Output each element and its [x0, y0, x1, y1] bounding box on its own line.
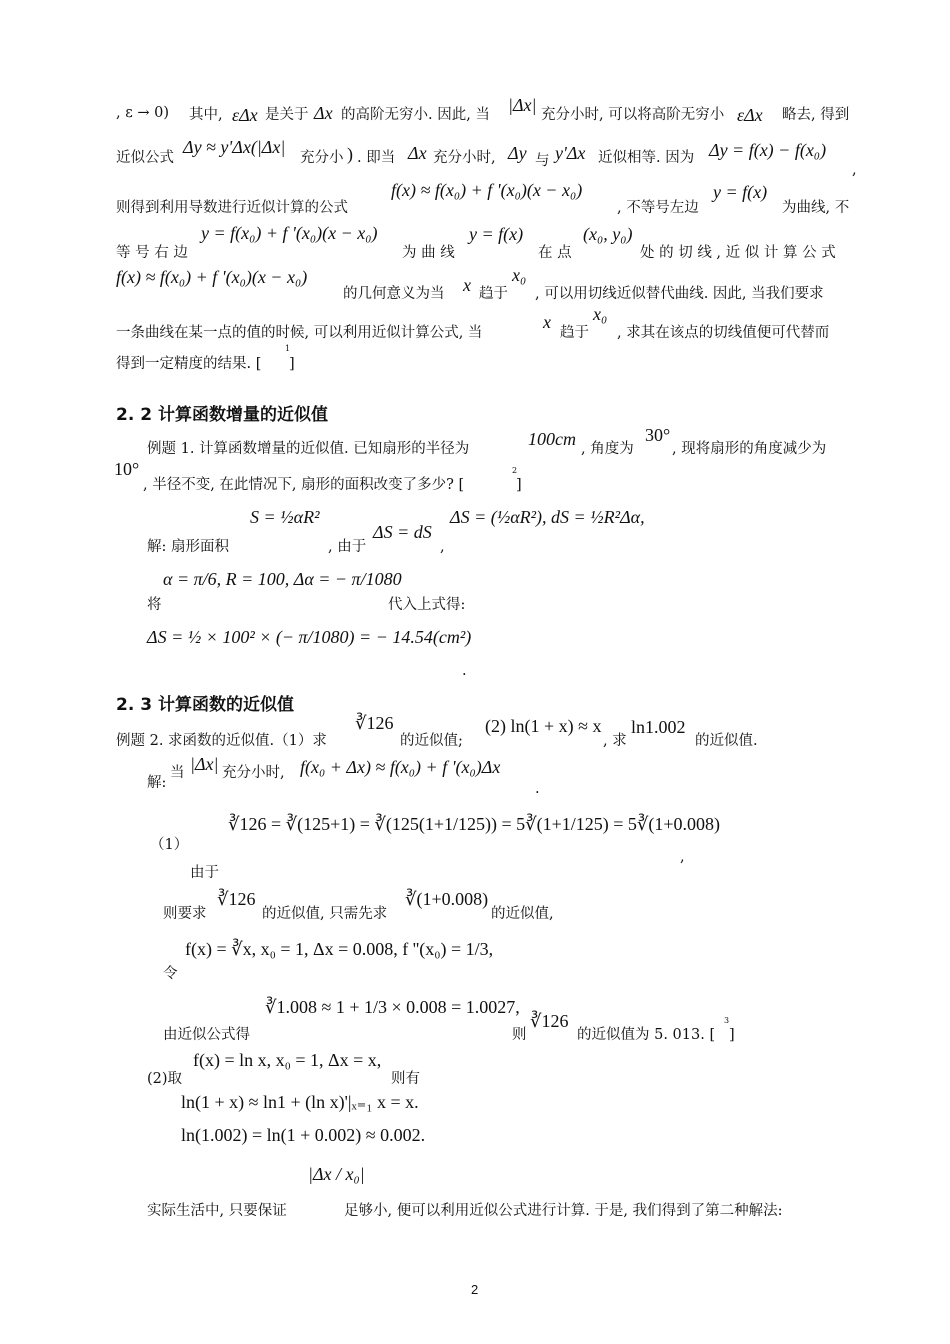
math: Δx	[314, 103, 333, 123]
text: , 现将扇形的角度减少为	[672, 441, 827, 457]
text: 趋于	[560, 325, 589, 341]
citation: 1	[285, 344, 291, 353]
math: (x₀, y₀)	[583, 224, 633, 244]
text: 等 号 右 边	[116, 245, 188, 261]
text: 一条曲线在某一点的值的时候, 可以利用近似计算公式, 当	[116, 325, 483, 341]
text: 则得到利用导数进行近似计算的公式	[116, 200, 348, 216]
math: y'Δx	[555, 143, 586, 163]
math: )	[347, 144, 353, 164]
math: 100cm	[528, 429, 576, 449]
text: 在 点	[538, 245, 572, 261]
math: f(x) ≈ f(x₀) + f '(x₀)(x − x₀)	[391, 180, 583, 200]
text: 是关于	[265, 107, 309, 123]
text: 将	[147, 597, 162, 613]
text: , 半径不变, 在此情况下, 扇形的面积改变了多少? [	[143, 477, 465, 493]
math: εΔx	[232, 105, 258, 125]
math: Δy ≈ y'Δx(|Δx|	[183, 137, 286, 157]
text: 的几何意义为当	[343, 286, 445, 302]
math: |Δx|	[508, 95, 537, 115]
math: ln(1 + x) ≈ ln1 + (ln x)'|ₓ₌₁ x = x.	[181, 1092, 419, 1112]
text: 的近似值, 只需先求	[262, 906, 388, 922]
text: 足够小, 便可以利用近似公式进行计算. 于是, 我们得到了第二种解法:	[344, 1203, 783, 1219]
text: , 求其在该点的切线值便可代替而	[617, 325, 830, 341]
text: 由近似公式得	[163, 1027, 250, 1043]
math: ln(1.002) = ln(1 + 0.002) ≈ 0.002.	[181, 1125, 426, 1145]
math: α = π/6, R = 100, Δα = − π/1080	[163, 569, 402, 589]
text: 充分小	[300, 150, 344, 166]
math: ∛126 = ∛(125+1) = ∛(125(1+1/125)) = 5∛(1+1/125) = 5∛(1+0.008)	[228, 814, 721, 834]
math: ∛126	[530, 1011, 569, 1031]
text: 当	[170, 765, 185, 781]
text: 实际生活中, 只要保证	[147, 1203, 287, 1219]
text: .	[462, 663, 467, 679]
text: 处 的 切 线 , 近 似 计 算 公 式	[640, 245, 836, 261]
math: S = ½αR²	[250, 507, 320, 527]
text: 令	[163, 966, 178, 982]
text: 的近似值为 5. 013. [	[577, 1027, 716, 1043]
math: Δy = f(x) − f(x₀)	[709, 140, 827, 160]
math: ΔS = ½ × 100² × (− π/1080) = − 14.54(cm²)	[147, 627, 472, 647]
math: |Δx / x₀|	[308, 1164, 365, 1184]
text: ]	[289, 356, 295, 372]
math: y = f(x)	[713, 182, 768, 202]
text: 的近似值;	[400, 733, 463, 749]
citation: 2	[512, 466, 518, 475]
text: 代入上式得:	[388, 597, 466, 613]
text: 则有	[391, 1071, 420, 1087]
math: f(x) = ln x, x₀ = 1, Δx = x,	[193, 1050, 382, 1070]
math: Δx	[408, 143, 427, 163]
section-heading: 2. 2 计算函数增量的近似值	[116, 405, 328, 425]
math: ∛126	[217, 889, 256, 909]
text: 趋于	[479, 286, 508, 302]
text: 的高阶无穷小. 因此, 当	[341, 107, 490, 123]
text: 则要求	[163, 906, 207, 922]
math: 10°	[114, 459, 140, 479]
math: f(x) ≈ f(x₀) + f '(x₀)(x − x₀)	[116, 267, 308, 287]
math: |Δx|	[190, 754, 219, 774]
text: （1）	[150, 837, 189, 853]
text: ]	[729, 1027, 735, 1043]
text: 充分小时,	[222, 765, 285, 781]
math: ∛1.008 ≈ 1 + 1/3 × 0.008 = 1.0027,	[265, 997, 520, 1017]
math: ∛(1+0.008)	[405, 889, 489, 909]
text: 近似相等. 因为	[598, 150, 695, 166]
text: , 不等号左边	[617, 200, 699, 216]
math: ln1.002	[631, 717, 686, 737]
text: , 可以用切线近似替代曲线. 因此, 当我们要求	[535, 286, 824, 302]
text: 例题 1. 计算函数增量的近似值. 已知扇形的半径为	[147, 441, 470, 457]
text: 的近似值,	[491, 906, 554, 922]
text: 解:	[147, 775, 167, 791]
text: 则	[512, 1027, 527, 1043]
math: εΔx	[737, 105, 763, 125]
math: Δy	[508, 143, 527, 163]
text: 充分小时, 可以将高阶无穷小	[541, 107, 725, 123]
math: (2) ln(1 + x) ≈ x	[485, 716, 602, 736]
text: 的近似值.	[695, 733, 758, 749]
math: y = f(x₀) + f '(x₀)(x − x₀)	[201, 223, 378, 243]
text: 近似公式	[116, 150, 174, 166]
text: . 即当	[357, 150, 396, 166]
math: 30°	[645, 425, 671, 445]
citation: 3	[724, 1016, 730, 1025]
text: 解: 扇形面积	[147, 539, 229, 555]
text: ,	[680, 849, 685, 865]
text: ,	[852, 162, 857, 178]
text: 与	[535, 153, 550, 169]
text: , 求	[603, 733, 627, 749]
text: (2)取	[147, 1071, 183, 1087]
text: 充分小时,	[433, 150, 496, 166]
math: x₀	[512, 265, 527, 285]
text: , 由于	[328, 539, 367, 555]
text: , ε → 0)	[116, 105, 169, 121]
math: f(x₀ + Δx) ≈ f(x₀) + f '(x₀)Δx	[300, 757, 501, 777]
math: ΔS = dS	[373, 522, 432, 542]
text: 为曲线, 不	[782, 200, 850, 216]
math: x₀	[593, 304, 608, 324]
text: 例题 2. 求函数的近似值.（1）求	[116, 733, 327, 749]
text: ,	[440, 539, 445, 555]
math: f(x) = ∛x, x₀ = 1, Δx = 0.008, f ''(x₀) = 1/3,	[185, 939, 494, 959]
page-number: 2	[471, 1282, 479, 1297]
math: x	[463, 275, 471, 295]
math: ∛126	[355, 713, 394, 733]
text: ]	[516, 477, 522, 493]
text: 略去, 得到	[782, 107, 850, 123]
math: y = f(x)	[469, 224, 524, 244]
math: x	[543, 312, 551, 332]
math: ΔS = (½αR²), dS = ½R²Δα,	[450, 507, 645, 527]
text: .	[535, 781, 540, 797]
text: 得到一定精度的结果. [	[116, 356, 262, 372]
text: 其中,	[189, 107, 223, 123]
section-heading: 2. 3 计算函数的近似值	[116, 695, 294, 715]
text: 由于	[190, 865, 219, 881]
text: 为 曲 线	[402, 245, 455, 261]
text: , 角度为	[581, 441, 634, 457]
